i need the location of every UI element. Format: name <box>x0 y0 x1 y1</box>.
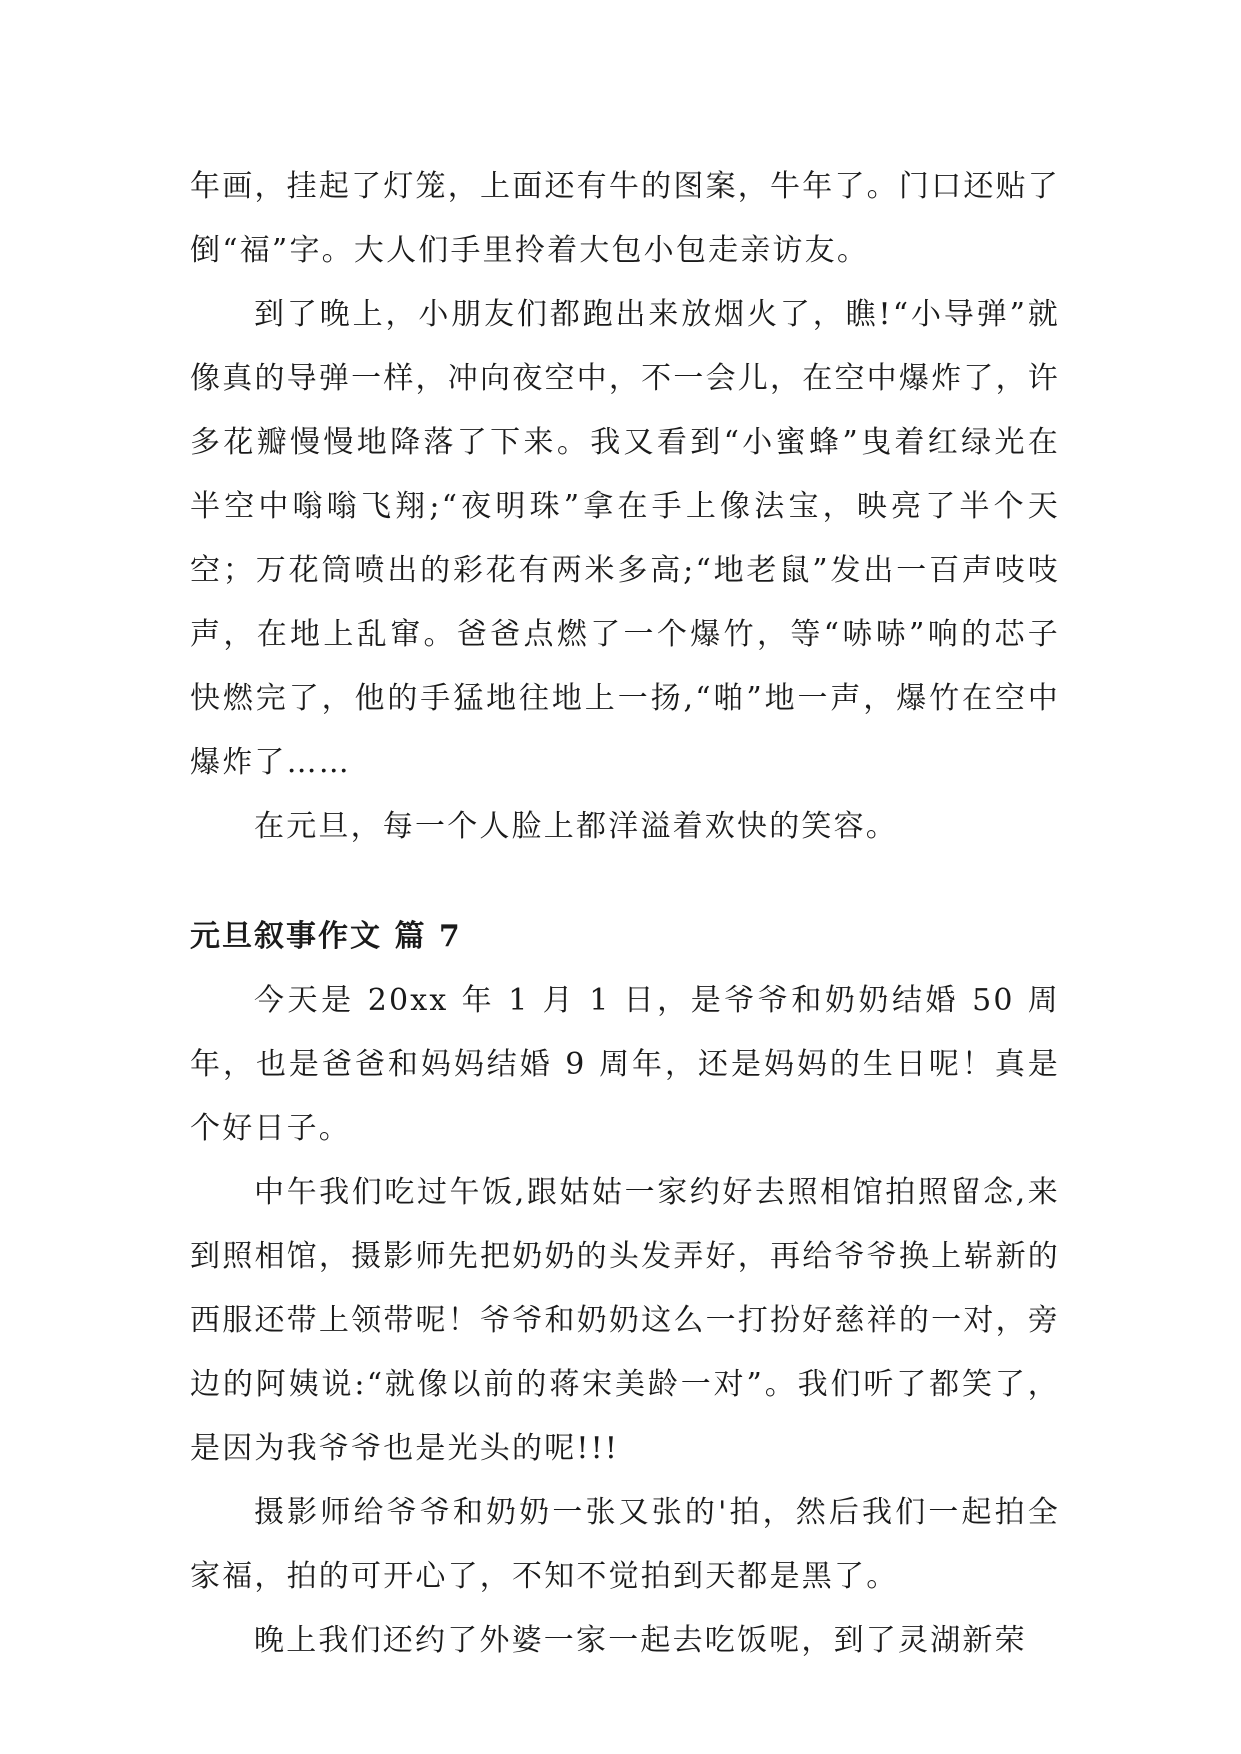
paragraph: 在元旦，每一个人脸上都洋溢着欢快的笑容。 <box>254 809 898 844</box>
paragraph: 今天是 20xx 年 1 月 1 日，是爷爷和奶奶结婚 50 周年，也是爸爸和妈妈结婚 9 周年，还是妈妈的生日呢！真是个好日子。 <box>190 983 1060 1146</box>
paragraph: 到了晚上，小朋友们都跑出来放烟火了，瞧!“小导弹”就像真的导弹一样，冲向夜空中，不一会儿，在空中爆炸了，许多花瓣慢慢地降落了下来。我又看到“小蜜蜂”曳着红绿光在半空中嗡嗡飞翔;“夜明珠”拿在手上像法宝，映亮了半个天空；万花筒喷出的彩花有两米多高;“地老鼠”发出一百声吱吱声，在地上乱窜。爸爸点燃了一个爆竹，等“哧哧”响的芯子快燃完了，他的手猛地往地上一扬,“啪”地一声，爆竹在空中爆炸了…… <box>190 297 1060 780</box>
paragraph: 中午我们吃过午饭,跟姑姑一家约好去照相馆拍照留念,来到照相馆，摄影师先把奶奶的头发弄好，再给爷爷换上崭新的西服还带上领带呢！爷爷和奶奶这么一打扮好慈祥的一对，旁边的阿姨说:“就像以前的蒋宋美龄一对”。我们听了都笑了，是因为我爷爷也是光头的呢!!! <box>190 1175 1060 1466</box>
section-title: 元旦叙事作文 篇 7 <box>190 919 462 954</box>
document-body <box>190 155 1060 1673</box>
paragraph: 摄影师给爷爷和奶奶一张又张的'拍，然后我们一起拍全家福，拍的可开心了，不知不觉拍到天都是黑了。 <box>190 1495 1060 1594</box>
paragraph: 晚上我们还约了外婆一家一起去吃饭呢，到了灵湖新荣 <box>254 1623 1027 1658</box>
paragraph: 年画，挂起了灯笼，上面还有牛的图案，牛年了。门口还贴了倒“福”字。大人们手里拎着大包小包走亲访友。 <box>190 169 1060 268</box>
